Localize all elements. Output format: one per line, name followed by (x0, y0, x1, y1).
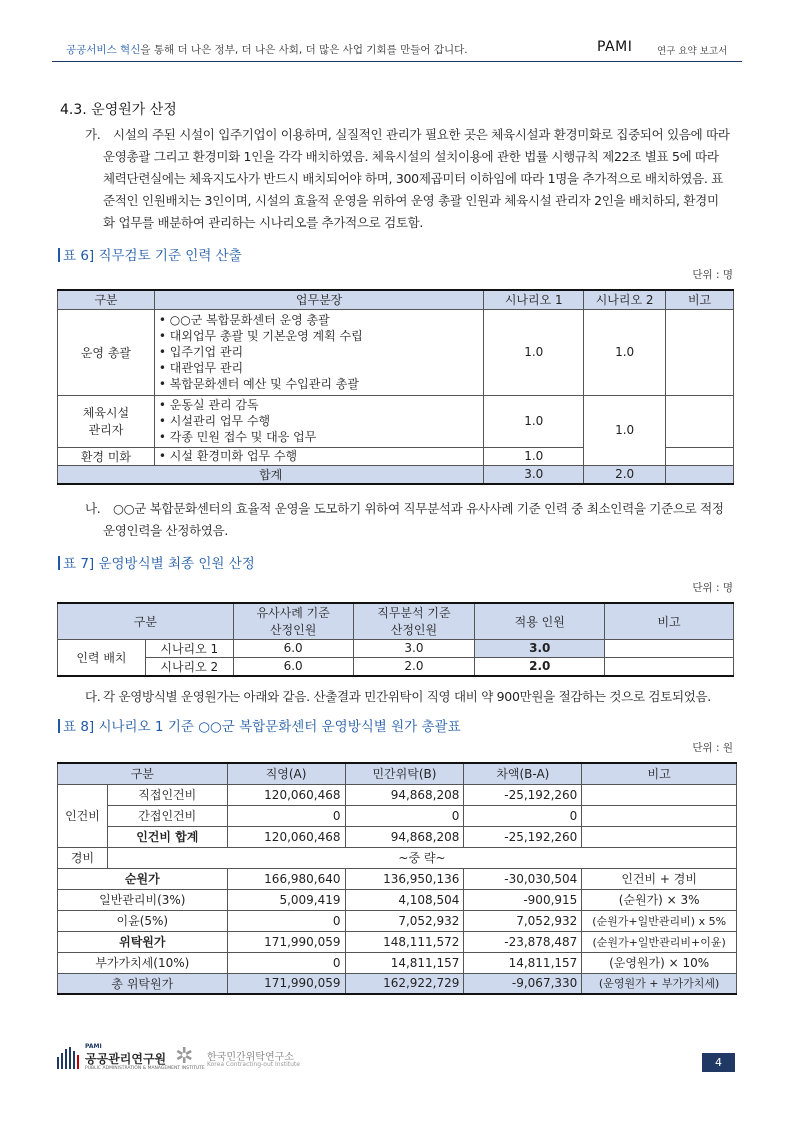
table8-header: 차액(B-A) (464, 763, 582, 784)
table-row: 인력 배치 시나리오 1 6.0 3.0 3.0 (58, 639, 734, 657)
pami-logo-icon (57, 1047, 81, 1069)
title-bar (58, 556, 60, 570)
table7-header: 직무분석 기준 산정인원 (353, 603, 475, 639)
row-label: 체육시설 관리자 (58, 395, 155, 447)
table-row: 순원가 166,980,640 136,950,136 -30,030,504 인건비 + 경비 (58, 868, 737, 889)
table8-header: 민간위탁(B) (345, 763, 464, 784)
table6-header: 업무분장 (154, 290, 483, 309)
table8-unit: 단위 : 원 (692, 742, 733, 754)
table-row: 운영 총괄 • ○○군 복합문화센터 운영 총괄 • 대외업무 총괄 및 기본운영 계획 수립 • 입주기업 관리 • 대관업무 관리 • 복합문화센터 예산 및 수입관리 총괄 1.0 1.0 (58, 309, 734, 395)
table6 (57, 289, 734, 485)
table-row: 일반관리비(3%) 5,009,419 4,108,504 -900,915 (순원가) × 3% (58, 889, 737, 910)
table6-header: 시나리오 2 (584, 290, 666, 309)
table-row: 인건비 직접인건비 120,060,468 94,868,208 -25,192,260 (58, 784, 737, 805)
paragraph-da: 다. 각 운영방식별 운영원가는 아래와 같음. 산출결과 민간위탁이 직영 대비 약 900만원을 절감하는 것으로 검토되었음. (85, 689, 711, 704)
kci-logo-icon: ✲ (175, 1044, 194, 1069)
paragraph-ga: 가. 시설의 주된 시설이 입주기업이 이용하며, 실질적인 관리가 필요한 곳은 체육시설과 환경미화로 집중되어 있음에 따라 운영총괄 그리고 환경미화 1인을 각각 배치하였음. 체육시설의 설치이용에 관한 법률 시행규칙 제22조 별표 5에 따라 체력단련실에는 체육지도사가 반드시 배치되어야 하며, 300제곱미터 이하임에 따라 1명을 추가적으로 배치하였음. 표 준적인 인원배치는 3인이며, 시설의 효율적 운영을 위하여 운영 총괄 인원과 체육시설 관리자 2인을 배치하되, 환경미 화 업무를 배분하여 관리하는 시나리오를 추가적으로 검토함. (85, 127, 730, 230)
report-title: 연구 요약 보고서 (657, 46, 728, 57)
paragraph-na: 나. ○○군 복합문화센터의 효율적 운영을 도모하기 위하여 직무분석과 유사사례 기준 인력 중 최소인력을 기준으로 적정 운영인력을 산정하였음. (85, 501, 724, 538)
table6-header: 구분 (58, 290, 155, 309)
duty-list: • ○○군 복합문화센터 운영 총괄 • 대외업무 총괄 및 기본운영 계획 수립 • 입주기업 관리 • 대관업무 관리 • 복합문화센터 예산 및 수입관리 총괄 (154, 309, 483, 395)
table8-header: 직영(A) (227, 763, 345, 784)
table-row: 위탁원가 171,990,059 148,111,572 -23,878,487 (순원가+일반관리비+이윤) (58, 931, 737, 952)
duty-list: • 시설 환경미화 업무 수행 (154, 447, 483, 465)
page-number: 4 (702, 1053, 735, 1072)
table7 (57, 602, 734, 677)
slogan: 공공서비스 혁신을 통해 더 나은 정부, 더 나은 사회, 더 많은 사업 기회를 만들어 갑니다. (66, 44, 468, 56)
section-title: 4.3. 운영원가 산정 (60, 102, 177, 118)
table7-header: 비고 (605, 603, 734, 639)
table-row: 환경 미화 • 시설 환경미화 업무 수행 1.0 (58, 447, 734, 465)
page-footer: PAMI 공공관리연구원 PUBLIC ADMINISTRATION & MANAGEMENT INSTITUTE ✲ 한국민간위탁연구소 Korea Contracting-out Institute 4 (57, 1041, 737, 1081)
row-label: 운영 총괄 (58, 309, 155, 395)
table7-title: 표 7] 운영방식별 최종 인원 산정 (58, 552, 255, 572)
table-row: 이윤(5%) 0 7,052,932 7,052,932 (순원가+일반관리비) x 5% (58, 910, 737, 931)
title-bar (58, 719, 60, 733)
table8 (57, 762, 737, 995)
table8-title: 표 8] 시나리오 1 기준 ○○군 복합문화센터 운영방식별 원가 총괄표 (58, 715, 461, 735)
total-row: 총 위탁원가 171,990,059 162,922,729 -9,067,330 (운영원가 + 부가가치세) (58, 973, 737, 994)
table-row: 인건비 합계 120,060,468 94,868,208 -25,192,260 (58, 826, 737, 847)
row-label: 환경 미화 (58, 447, 155, 465)
table-row: 부가가치세(10%) 0 14,811,157 14,811,157 (운영원가) × 10% (58, 952, 737, 973)
total-row: 합계 3.0 2.0 (58, 465, 734, 484)
table7-header: 적용 인원 (475, 603, 605, 639)
table-row: 경비 ~중 략~ (58, 847, 737, 868)
table7-unit: 단위 : 명 (692, 582, 733, 594)
table6-title: 표 6] 직무검토 기준 인력 산출 (58, 244, 242, 264)
table6-header: 비고 (666, 290, 734, 309)
duty-list: • 운동실 관리 감독 • 시설관리 업무 수행 • 각종 민원 접수 및 대응 업무 (154, 395, 483, 447)
table-row: 시나리오 2 6.0 2.0 2.0 (58, 657, 734, 676)
title-bar (58, 248, 60, 262)
table-row: 간접인건비 0 0 0 (58, 805, 737, 826)
table-row: 체육시설 관리자 • 운동실 관리 감독 • 시설관리 업무 수행 • 각종 민원 접수 및 대응 업무 1.0 1.0 (58, 395, 734, 447)
table8-header: 구분 (58, 763, 228, 784)
table7-header: 구분 (58, 603, 234, 639)
table6-header: 시나리오 1 (484, 290, 584, 309)
brand-name: PAMI (597, 39, 633, 55)
table8-header: 비고 (582, 763, 737, 784)
table7-header: 유사사례 기준 산정인원 (233, 603, 353, 639)
table6-unit: 단위 : 명 (692, 269, 733, 281)
page-header (52, 36, 742, 62)
